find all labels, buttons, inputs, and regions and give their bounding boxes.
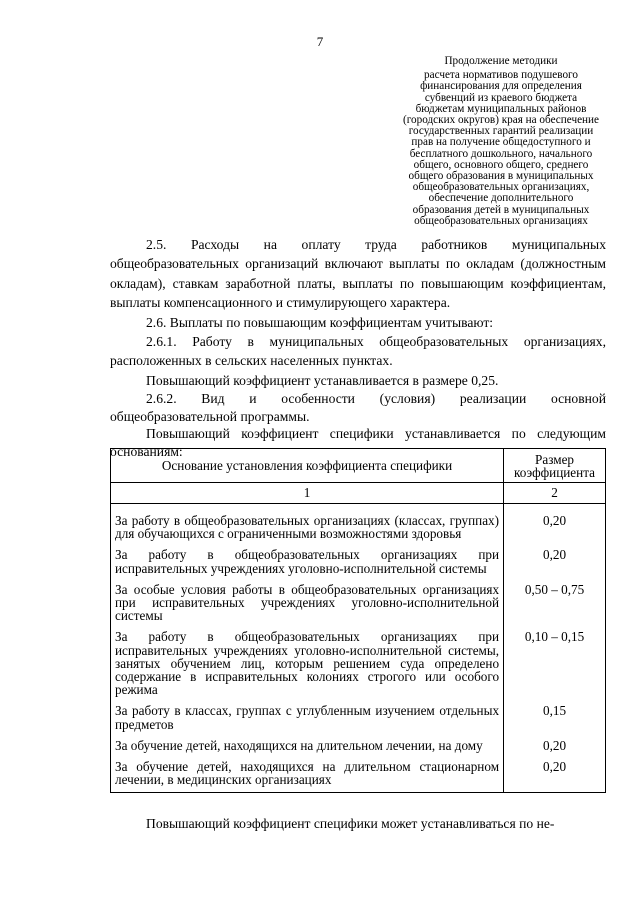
coefficient-cell: 0,15	[504, 702, 606, 736]
continuation-line: прав на получение общедоступного и	[411, 136, 591, 149]
body-text	[110, 235, 606, 461]
continuation-line: (городских округов) края на обеспечение	[403, 114, 599, 127]
page-number: 7	[316, 34, 324, 49]
coefficient-cell: 0,10 – 0,15	[504, 628, 606, 702]
column-number: 2	[504, 483, 606, 504]
basis-cell: За работу в общеобразовательных организациях (классах, группах) для обучающихся с ограниченными возможностями здоровья	[111, 504, 504, 547]
continuation-line: общего, основного общего, среднего	[413, 158, 589, 171]
continuation-line: общеобразовательных организациях	[414, 214, 588, 227]
table-row	[111, 702, 606, 736]
table-row	[111, 628, 606, 702]
coefficient-cell: 0,20	[504, 546, 606, 580]
continuation-line: бесплатного дошкольного, начального	[409, 147, 593, 160]
basis-cell: За работу в общеобразовательных организациях при исправительных учреждениях уголовно-исполнительной системы	[111, 546, 504, 580]
header-coefficient-size: Размер коэффициента	[504, 449, 606, 483]
continuation-line: бюджетам муниципальных районов	[415, 102, 587, 115]
continuation-paragraph: Повышающий коэффициент специфики может устанавливаться по не-	[146, 816, 555, 831]
paragraph-specificity-intro: Повышающий коэффициент специфики устанавливается по следующим основаниям:	[110, 426, 606, 460]
basis-cell: За обучение детей, находящихся на длительном лечении, на дому	[111, 737, 504, 758]
coefficient-cell: 0,20	[504, 504, 606, 547]
basis-cell: За обучение детей, находящихся на длительном стационарном лечении, в медицинских организациях	[111, 758, 504, 793]
table-header-row	[111, 449, 606, 483]
basis-cell: За работу в общеобразовательных организациях при исправительных учреждениях уголовно-исполнительной системы, занятых обучением лиц, которым решением суда определено содержание в исправительных колониях строгого или особого режима	[111, 628, 504, 702]
header-basis: Основание установления коэффициента специфики	[111, 449, 504, 483]
continuation-line: расчета нормативов подушевого	[424, 69, 578, 82]
paragraph-2-6-1: 2.6.1. Работу в муниципальных общеобразовательных организациях, расположенных в сельских населенных пунктах.	[110, 334, 606, 369]
table-row	[111, 581, 606, 629]
continuation-title: Продолжение методики	[444, 55, 558, 67]
paragraph-2-5: 2.5. Расходы на оплату труда работников муниципальных общеобразовательных организаций включают выплаты по окладам (должностным окладам), ставкам заработной платы, выплаты по повышающим коэффициентам, выплаты компенсационного и стимулирующего характера.	[110, 237, 606, 311]
basis-cell: За работу в классах, группах с углубленным изучением отдельных предметов	[111, 702, 504, 736]
continuation-line: финансирования для определения	[420, 80, 582, 93]
continuation-line: обеспечение дополнительного	[428, 192, 574, 205]
table-row	[111, 546, 606, 580]
coefficient-cell: 0,50 – 0,75	[504, 581, 606, 629]
column-number: 1	[111, 483, 504, 504]
paragraph-2-6: 2.6. Выплаты по повышающим коэффициентам учитывают:	[146, 314, 494, 330]
coefficient-cell: 0,20	[504, 737, 606, 758]
continuation-line: образования детей в муниципальных	[412, 203, 590, 216]
continuation-line: субвенций из краевого бюджета	[424, 91, 578, 104]
coefficient-cell: 0,20	[504, 758, 606, 793]
table-row	[111, 504, 606, 547]
paragraph-rural-coefficient: Повышающий коэффициент устанавливается в размере 0,25.	[146, 372, 499, 388]
table-row	[111, 758, 606, 793]
basis-cell: За особые условия работы в общеобразовательных организациях при исправительных учреждениях уголовно-исполнительной системы	[111, 581, 504, 629]
continuation-line: общеобразовательных организациях,	[412, 181, 590, 194]
coefficient-table	[110, 448, 606, 793]
paragraph-2-6-2: 2.6.2. Вид и особенности (условия) реализации основной общеобразовательной программы.	[110, 391, 606, 424]
continuation-line: государственных гарантий реализации	[408, 125, 594, 138]
column-number-row	[111, 483, 606, 504]
continuation-block	[383, 56, 619, 227]
table-row	[111, 737, 606, 758]
continuation-line: общего образования в муниципальных	[408, 170, 594, 183]
